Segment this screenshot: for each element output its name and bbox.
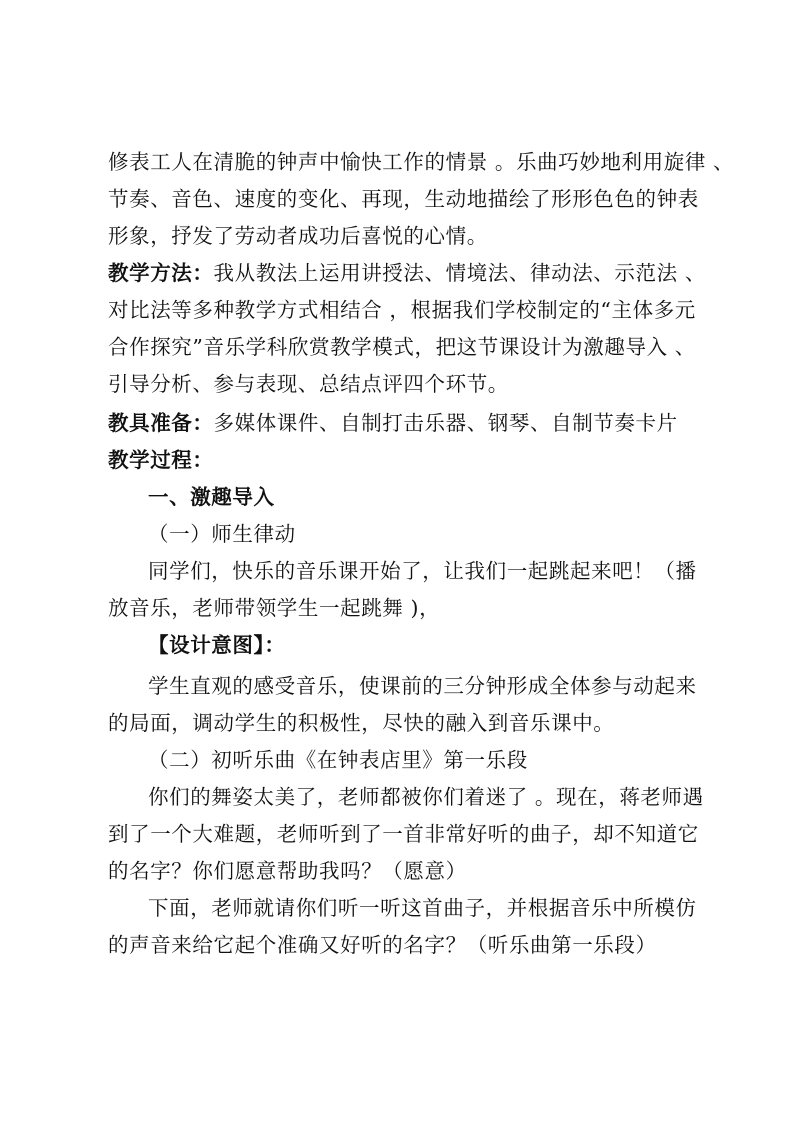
tools-label: 教具准备：	[108, 411, 214, 435]
design-line-2: 的局面，调动学生的积极性，尽快的融入到音乐课中。	[108, 711, 615, 735]
method-line-3: 合作探究”音乐学科欣赏教学模式，把这节课设计为激趣导入 、	[108, 335, 696, 359]
process-label: 教学过程：	[108, 448, 214, 472]
method-paragraph-line-1	[108, 260, 706, 286]
sub2-para2-line-2: 的声音来给它起个准确又好听的名字？（听乐曲第一乐段）	[108, 933, 657, 957]
sub1-line-1: 同学们，快乐的音乐课开始了，让我们一起跳起来吧！（播	[148, 559, 697, 583]
intro-line-2: 节奏、音色、速度的变化、再现，生动地描绘了形形色色的钟表	[108, 187, 699, 211]
intro-line-1: 修表工人在清脆的钟声中愉快工作的情景 。乐曲巧妙地利用旋律 、	[108, 150, 735, 174]
intro-line-3: 形象，抒发了劳动者成功后喜悦的心情。	[108, 224, 488, 248]
method-line-2: 对比法等多种教学方式相结合 ，根据我们学校制定的“主体多元	[108, 298, 696, 322]
sub2-para2-line-1: 下面，老师就请你们听一听这首曲子，并根据音乐中所模仿	[148, 896, 697, 920]
method-text-1: 我从教法上运用讲授法、情境法、律动法、示范法 、	[213, 261, 706, 285]
method-line-4: 引导分析、参与表现、总结点评四个环节。	[108, 372, 509, 396]
sub2-para1-line-3: 的名字？你们愿意帮助我吗？（愿意）	[108, 859, 467, 883]
tools-text: 多媒体课件、自制打击乐器、钢琴、自制节奏卡片	[213, 411, 678, 435]
method-label: 教学方法：	[108, 261, 214, 285]
sub2-para1-line-1: 你们的舞姿太美了，老师都被你们着迷了 。现在，蒋老师遇	[148, 785, 704, 809]
sub2-para1-line-2: 到了一个大难题，老师听到了一首非常好听的曲子，却不知道它	[108, 822, 699, 846]
sub1-line-2: 放音乐，老师带领学生一起跳舞 )，	[108, 596, 441, 620]
sub1-title: （一）师生律动	[148, 522, 296, 546]
sub2-title: （二）初听乐曲《在钟表店里》第一乐段	[148, 748, 528, 772]
tools-paragraph	[108, 410, 678, 436]
design-line-1: 学生直观的感受音乐，使课前的三分钟形成全体参与动起来	[148, 674, 697, 698]
section1-title: 一、激趣导入	[148, 485, 275, 509]
design-label: 【设计意图】：	[148, 633, 286, 657]
